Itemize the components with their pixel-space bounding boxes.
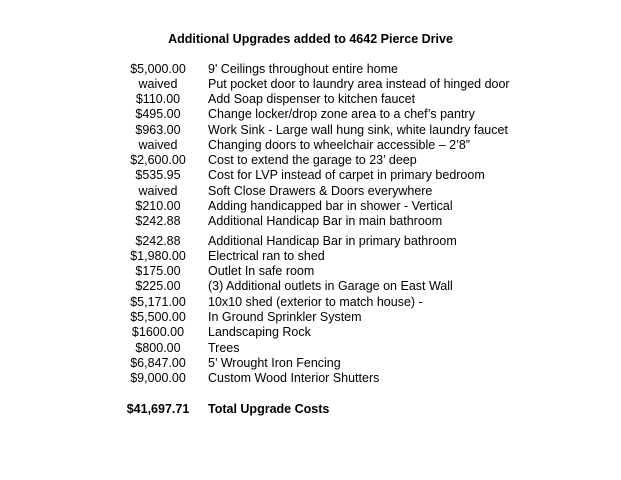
list-item	[0, 340, 621, 356]
total-label: Total Upgrade Costs	[208, 402, 330, 416]
total-row	[0, 401, 621, 417]
list-item	[0, 233, 621, 249]
item-description: Cost for LVP instead of carpet in primary bedroom	[208, 168, 485, 182]
item-description: Landscaping Rock	[208, 325, 311, 339]
item-cost: $5,171.00	[130, 295, 186, 309]
list-item	[0, 183, 621, 199]
item-cost: waived	[138, 138, 178, 152]
list-item	[0, 61, 621, 77]
item-cost: $2,600.00	[130, 153, 186, 167]
page-title: Additional Upgrades added to 4642 Pierce Drive	[168, 32, 453, 46]
list-item	[0, 198, 621, 214]
item-cost: $800.00	[135, 341, 181, 355]
item-description: Additional Handicap Bar in main bathroom	[208, 214, 443, 228]
item-cost: $225.00	[135, 279, 181, 293]
item-description: Add Soap dispenser to kitchen faucet	[208, 92, 416, 106]
list-item	[0, 167, 621, 183]
item-description: Additional Handicap Bar in primary bathroom	[208, 234, 457, 248]
item-cost: $110.00	[135, 92, 181, 106]
item-description: 5’ Wrought Iron Fencing	[208, 356, 341, 370]
list-item	[0, 152, 621, 168]
item-cost: $175.00	[135, 264, 181, 278]
list-item	[0, 370, 621, 386]
item-description: Custom Wood Interior Shutters	[208, 371, 380, 385]
item-cost: $9,000.00	[130, 371, 186, 385]
item-cost: $495.00	[135, 107, 181, 121]
item-description: Electrical ran to shed	[208, 249, 325, 263]
item-cost: waived	[138, 184, 178, 198]
list-item	[0, 137, 621, 153]
list-item	[0, 76, 621, 92]
list-item	[0, 324, 621, 340]
item-description: Changing doors to wheelchair accessible – 2’8”	[208, 138, 470, 152]
total-cost: $41,697.71	[126, 402, 190, 416]
list-item	[0, 309, 621, 325]
item-cost: $535.95	[135, 168, 181, 182]
item-cost: $5,500.00	[130, 310, 186, 324]
item-description: 9' Ceilings throughout entire home	[208, 62, 399, 76]
item-cost: $1600.00	[131, 325, 185, 339]
item-description: Change locker/drop zone area to a chef’s pantry	[208, 107, 475, 121]
item-description: Outlet In safe room	[208, 264, 315, 278]
item-cost: $210.00	[135, 199, 181, 213]
list-item	[0, 106, 621, 122]
item-description: Work Sink - Large wall hung sink, white laundry faucet	[208, 123, 508, 137]
item-description: (3) Additional outlets in Garage on East Wall	[208, 279, 453, 293]
item-cost: $242.88	[135, 234, 181, 248]
list-item	[0, 278, 621, 294]
list-item	[0, 263, 621, 279]
item-cost: $1,980.00	[130, 249, 186, 263]
list-item	[0, 91, 621, 107]
item-description: Cost to extend the garage to 23’ deep	[208, 153, 417, 167]
item-cost: $5,000.00	[130, 62, 186, 76]
item-description: Soft Close Drawers & Doors everywhere	[208, 184, 433, 198]
item-cost: $242.88	[135, 214, 181, 228]
list-item	[0, 355, 621, 371]
item-cost: $6,847.00	[130, 356, 186, 370]
list-item	[0, 122, 621, 138]
item-description: 10x10 shed (exterior to match house) -	[208, 295, 423, 309]
list-item	[0, 248, 621, 264]
list-item	[0, 213, 621, 229]
item-description: Put pocket door to laundry area instead of hinged door	[208, 77, 510, 91]
item-cost: $963.00	[135, 123, 181, 137]
item-description: In Ground Sprinkler System	[208, 310, 362, 324]
list-item	[0, 294, 621, 310]
item-description: Adding handicapped bar in shower - Vertical	[208, 199, 453, 213]
item-cost: waived	[138, 77, 178, 91]
item-description: Trees	[208, 341, 240, 355]
